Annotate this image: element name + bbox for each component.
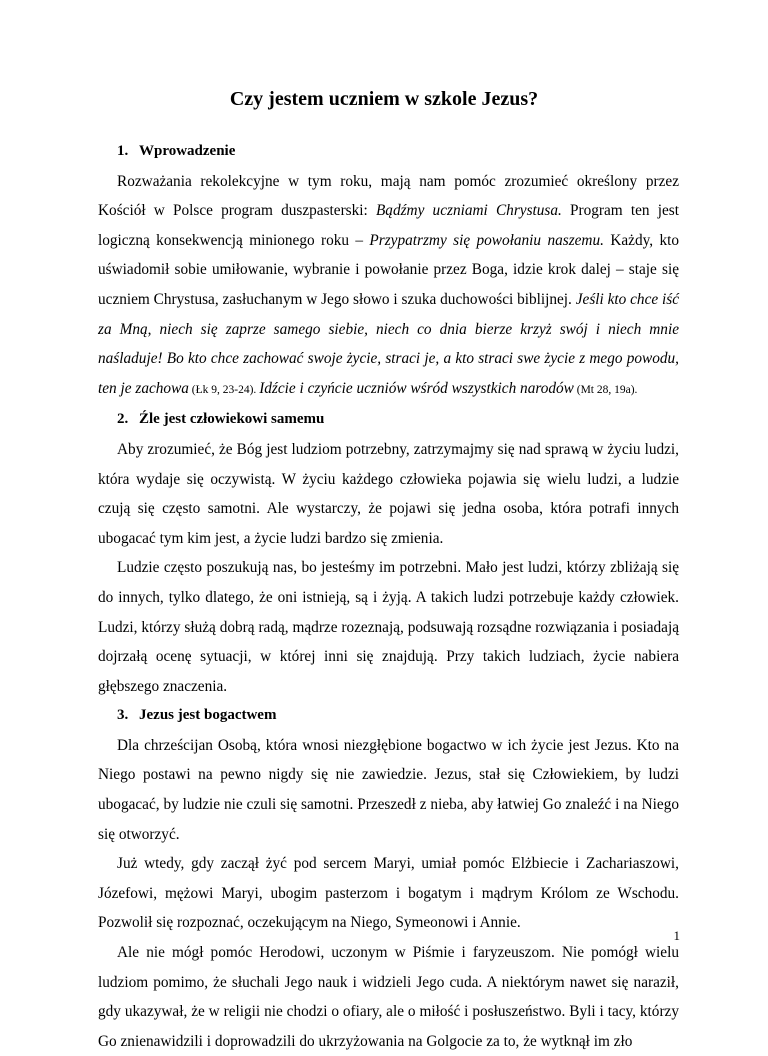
document-title: Czy jestem uczniem w szkole Jezus?: [229, 88, 539, 110]
paragraph: Ale nie mógł pomóc Herodowi, uczonym w Piśmie i faryzeuszom. Nie pomógł wielu ludziom pomimo, że słuchali Jego nauk i widzieli Jego cuda. A niektórym nawet się naraził, gdy ukazywał, że w religii nie chodzi o ofiary, ale o miłość i posłuszeństwo. Byli i tacy, którzy Go znienawidzili i doprowadzili do ukrzyżowania na Golgocie za to, że wytknął im zło: [98, 944, 679, 1050]
paragraph: Dla chrześcijan Osobą, która wnosi niezgłębione bogactwo w ich życie jest Jezus. Kto na Niego postawi na pewno nigdy się nie zawiedzie. Jezus, stał się Człowiekiem, by ludzi ubogacać, by ludzie nie czuli się samotni. Przeszedł z nieba, aby łatwiej Go znaleźć i na Niego się otworzyć.: [98, 736, 679, 843]
italic-run: Bądźmy uczniami Chrystusa.: [375, 202, 562, 220]
text-run: Program ten jest logiczną konsekwencją minionego roku –: [98, 202, 679, 249]
italic-quote: Idźcie i czyńcie uczniów wśród wszystkich narodów: [259, 379, 574, 397]
text-run: Rozważania rekolekcyjne w tym roku, mają nam pomóc zrozumieć określony przez Kościół w Polsce program duszpasterski:: [98, 172, 679, 220]
text-run: Każdy, kto uświadomił sobie umiłowanie, wybranie i powołanie przez Boga, idzie krok dalej – staje się uczniem Chrystusa, zasłuchanym w Jego słowo i szuka duchowości biblijnej.: [98, 231, 679, 308]
page-number: 1: [673, 928, 680, 943]
section-number: 2.: [117, 411, 129, 428]
bible-reference: (Łk 9, 23-24).: [188, 383, 260, 396]
section-title: Źle jest człowiekowi samemu: [139, 411, 325, 428]
paragraph: [98, 167, 679, 406]
section-title: Wprowadzenie: [139, 143, 236, 159]
italic-run: Przypatrzmy się powołaniu naszemu.: [369, 231, 604, 249]
paragraph: Już wtedy, gdy zaczął żyć pod sercem Maryi, umiał pomóc Elżbiecie i Zachariaszowi, Józefowi, mężowi Maryi, ubogim pasterzom i bogatym i mądrym Królom ze Wschodu. Pozwolił się rozpoznać, oczekującym na Niego, Symeonowi i Annie.: [98, 855, 679, 932]
section-heading-3: [117, 701, 679, 731]
document-body: [98, 137, 680, 1056]
section-heading-1: [117, 137, 679, 167]
section-number: 1.: [117, 143, 129, 159]
paragraph: Ludzie często poszukują nas, bo jesteśmy im potrzebni. Mało jest ludzi, którzy zbliżają się do innych, tylko dlatego, że oni istnieją, są i żyją. A takich ludzi potrzebuje każdy człowiek. Ludzi, którzy służą dobrą radą, mądrze rozeznają, podsuwają rozsądne rozwiązania i posiadają dojrzałą ocenę sytuacji, w której inni się znajdują. Przy takich ludziach, życie nabiera głębszego znaczenia.: [98, 559, 679, 695]
italic-quote: Jeśli kto chce iść za Mną, niech się zaprze samego siebie, niech co dnia bierze krzyż swój i niech mnie naśladuje! Bo kto chce zachować swoje życie, straci je, a kto straci swe życie z mego powodu, ten je zachowa: [98, 290, 680, 397]
paragraph: Aby zrozumieć, że Bóg jest ludziom potrzebny, zatrzymajmy się nad sprawą w życiu ludzi, która wydaje się oczywistą. W życiu każdego człowieka pojawia się wielu ludzi, a ludzie czują się często samotni. Ale wystarczy, że pojawi się jedna osoba, która potrafi innych ubogacać tym kim jest, a życie ludzi bardzo się zmienia.: [98, 440, 679, 547]
bible-reference: (Mt 28, 19a).: [573, 383, 638, 396]
section-heading-2: [117, 405, 679, 435]
section-number: 3.: [117, 707, 129, 724]
section-title: Jezus jest bogactwem: [139, 707, 277, 724]
